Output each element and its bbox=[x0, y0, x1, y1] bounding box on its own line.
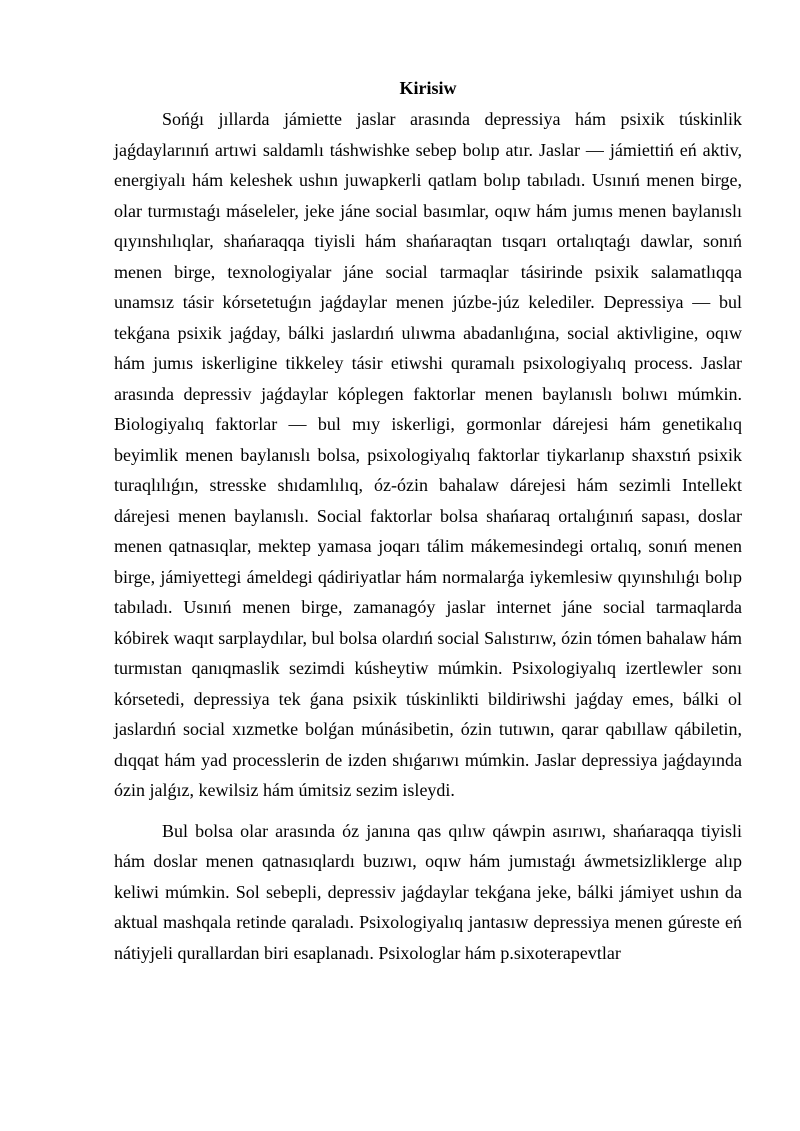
paragraph: Bul bolsa olar arasında óz janına qas qılıw qáwpin asırıwı, shańaraqqa tiyisli hám doslar menen qatnasıqlardı buzıwı, oqıw hám jumıstaǵı áwmetsizliklerge alıp keliwi múmkin. Sol sebepli, depressiv jaǵdaylar tekǵana jeke, bálki jámiyet ushın da aktual mashqala retinde qaraladı. Psixologiyalıq jantasıw depressiya menen gúreste eń nátiyjeli qurallardan biri esaplanadı. Psixologlar hám p.sixoterapevtlar bbox=[114, 820, 742, 963]
document-body bbox=[114, 72, 742, 968]
page-title: Kirisiw bbox=[399, 78, 457, 98]
paragraph: Sońǵı jıllarda jámiette jaslar arasında depressiya hám psixik túskinlik jaǵdaylarınıń artıwi saldamlı táshwishke sebep bolıp atır. Jaslar — jámiettiń eń aktiv, energiyalı hám keleshek ushın juwapkerli qatlam bolıp tabıladı. Usınıń menen birge, olar turmıstaǵı máseleler, jeke jáne social basımlar, oqıw hám jumıs menen baylanıslı qıyınshılıqlar, shańaraqqa tiyisli hám shańaraqtan tısqarı ortalıqtaǵı dawlar, sonıń menen birge, texnologiyalar jáne social tarmaqlar tásirinde psixik salamatlıqqa unamsız tásir kórsetetuǵın jaǵdaylar menen júzbe-júz kelediler. Depressiya — bul tekǵana psixik jaǵday, bálki jaslardıń ulıwma abadanlıǵına, social aktivligine, oqıw hám jumıs iskerligine tikkeley tásir etiwshi quramalı psixologiyalıq process. Jaslar arasında depressiv jaǵdaylar kóplegen faktorlar menen baylanıslı bolıwı múmkin. Biologiyalıq faktorlar — bul mıy iskerligi, gormonlar dárejesi hám genetikalıq beyimlik menen baylanıslı bolsa, psixologiyalıq faktorlar tiykarlanıp shaxstıń psixik turaqlılıǵın, stresske shıdamlılıq, óz-ózin bahalaw dárejesi hám sezimli Intellekt dárejesi menen baylanıslı. Social faktorlar bolsa shańaraq ortalıǵınıń sapası, doslar menen qatnasıqlar, mektep yamasa joqarı tálim mákemesindegi ortalıq, sonıń menen birge, jámiyettegi ámeldegi qádiriyatlar hám normalarǵa iykemlesiw qıyınshılıǵı bolıp tabıladı. Usınıń menen birge, zamanagóy jaslar internet jáne social tarmaqlarda kóbirek waqıt sarplaydılar, bul bolsa olardıń social Salıstırıw, ózin tómen bahalaw hám turmıstan qanıqmaslik sezimdi kúsheytiw múmkin. Psixologiyalıq izertlewler sonı kórsetedi, depressiya tek ǵana psixik túskinlikti bildiriwshi jaǵday emes, bálki ol jaslardıń social xızmetke bolǵan múnásibetin, ózin tutıwın, qarar qabıllaw qábiletin, dıqqat hám yad processlerin de izden shıǵarıwı múmkin. Jaslar depressiya jaǵdayında ózin jalǵız, kewilsiz hám úmitsiz sezim isleydi. bbox=[114, 109, 742, 800]
